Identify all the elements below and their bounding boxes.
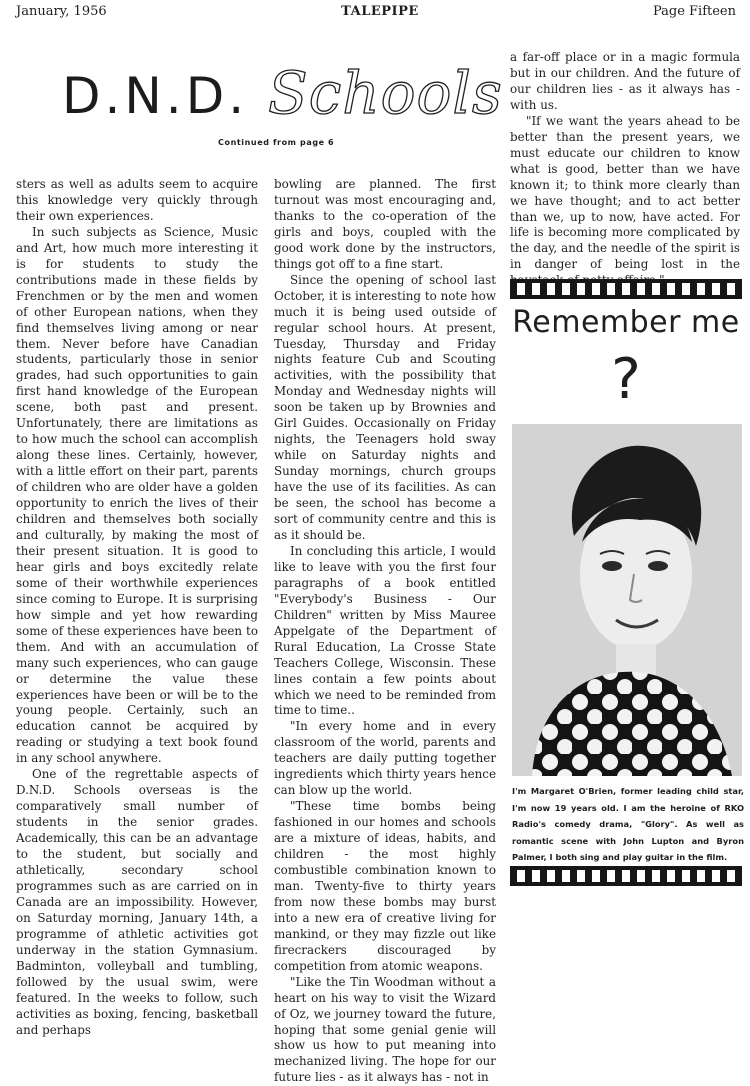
article-column-1 — [16, 177, 258, 1038]
filmstrip-divider-bottom — [510, 866, 742, 886]
article-column-3 — [510, 50, 740, 289]
photo-caption: I'm Margaret O'Brien, former leading child star, I'm now 19 years old. I am the heroine of RKO Radio's comedy drama, "Glory". As well as romantic scene with John Lupton and Byron Palmer, I both sing and play guitar in the film. — [512, 786, 744, 862]
paragraph: Since the opening of school last October, it is interesting to note how much it is being used outside of regular school hours. At present, Tuesday, Thursday and Friday nights feature Cub and Scouting activities, with the possibility that Monday and Wednesday nights will soon be taken up by Brownies and Girl Guides. Occasionally on Friday nights, the Teenagers hold sway while on Saturday nights and Sunday mornings, church groups have the use of its facilities. As can be seen, the school has become a sort of community centre and this is as it should be. — [274, 272, 496, 542]
paragraph: One of the regrettable aspects of D.N.D. Schools overseas is the comparatively small number of students in the senior grades. Academically, this can be an advantage to the student, but socially and athletically, secondary school programmes such as are carried on in Canada are an impossibility. However, on Saturday morning, January 14th, a programme of athletic activities got underway in the station Gymnasium. Badminton, volleyball and tumbling, followed by the usual swim, were featured. In the weeks to follow, such activities as boxing, fencing, basketball and perhaps — [16, 767, 258, 1037]
paragraph: "If we want the years ahead to be better than the present years, we must educate our children to know what is good, better than we have known it; to think more clearly than we have thought; and to act better than we, up to now, have acted. For life is becoming more complicated by the day, and the needle of the spirit is in danger of being lost in the — [510, 113, 740, 272]
publication-name: TALEPIPE — [341, 4, 419, 19]
paragraph: "Like the Tin Woodman without a heart on his way to visit the Wizard of Oz, we journey toward the future, hoping that some genial genie will show us how to put meaning into mechanized living. The hope for our future lies - as it always has - not in — [274, 974, 496, 1085]
paragraph: bowling are planned. The first turnout was most encouraging and, thanks to the co-operation of the girls and boys, coupled with the good work done by the instructors, things got off to a fine start. — [274, 177, 496, 271]
portrait-illustration — [512, 424, 742, 776]
question-mark-glyph: ? — [611, 347, 641, 412]
feature-heading: Remember me — [512, 305, 740, 340]
filmstrip-divider-top — [510, 279, 742, 299]
paragraph: sters as well as adults seem to acquire this knowledge very quickly through their own experiences. — [16, 177, 258, 223]
paragraph: a far-off place or in a magic formula but in our children. And the future of our children lies - as it always has - with us. — [510, 50, 740, 112]
portrait-photo — [512, 424, 742, 776]
paragraph: In such subjects as Science, Music and Art, how much more interesting it is for students to study the contributions made in these fields by Frenchmen or by the men and women of other European nations, when they find themselves living among or near them. Never before have Canadian students, particularly those in senior grades, had such opportunities to gain first hand knowledge of the European scene, both past and present. Unfortunately, there are limitations as to how much the school can accomplish along these lines. Certainly, however, with a little effort on their part, parents of children who are older have a golden opportunity to enrich the lives of their children and themselves both socially and culturally, by making the most of their present situation. It is good to hear girls and boys excitedly relate some of their worthwhile experiences since coming to Europe. It is surprising how simple and yet how rewarding some of these experiences have been to them. And with an accumulation of many such experiences, who can gauge or determine the value these experiences have been or will be to the young people. Certainly, such an education cannot be acquired by reading or studying a text book found in any school anywhere. — [16, 224, 258, 766]
paragraph: "In every home and in every classroom of the world, parents and teachers are daily putting together ingredients which thirty years hence can blow up the world. — [274, 719, 496, 798]
article-column-2 — [274, 177, 496, 1086]
article-title-dnd: D.N.D. — [62, 67, 249, 125]
paragraph: In concluding this article, I would like to leave with you the first four paragraphs of a book entitled "Everybody's Business - Our Children" written by Miss Mauree Appelgate of the Department of Rural Education, La Crosse State Teachers College, Wisconsin. These lines contain a few points about which we need to be reminded from time to time.. — [274, 543, 496, 718]
issue-date: January, 1956 — [16, 4, 107, 19]
paragraph: "These time bombs being fashioned in our homes and schools are a mixture of ideas, habits, and children - the most highly combustible combination known to man. Twenty-five to thirty years from now these bombs may burst into a new era of creative living for mankind, or they may fizzle out like firecrackers discouraged by competition from atomic weapons. — [274, 799, 496, 973]
continued-note: Continued from page 6 — [218, 138, 335, 147]
article-title-schools: Schools — [268, 59, 503, 127]
page-number: Page Fifteen — [652, 4, 736, 19]
